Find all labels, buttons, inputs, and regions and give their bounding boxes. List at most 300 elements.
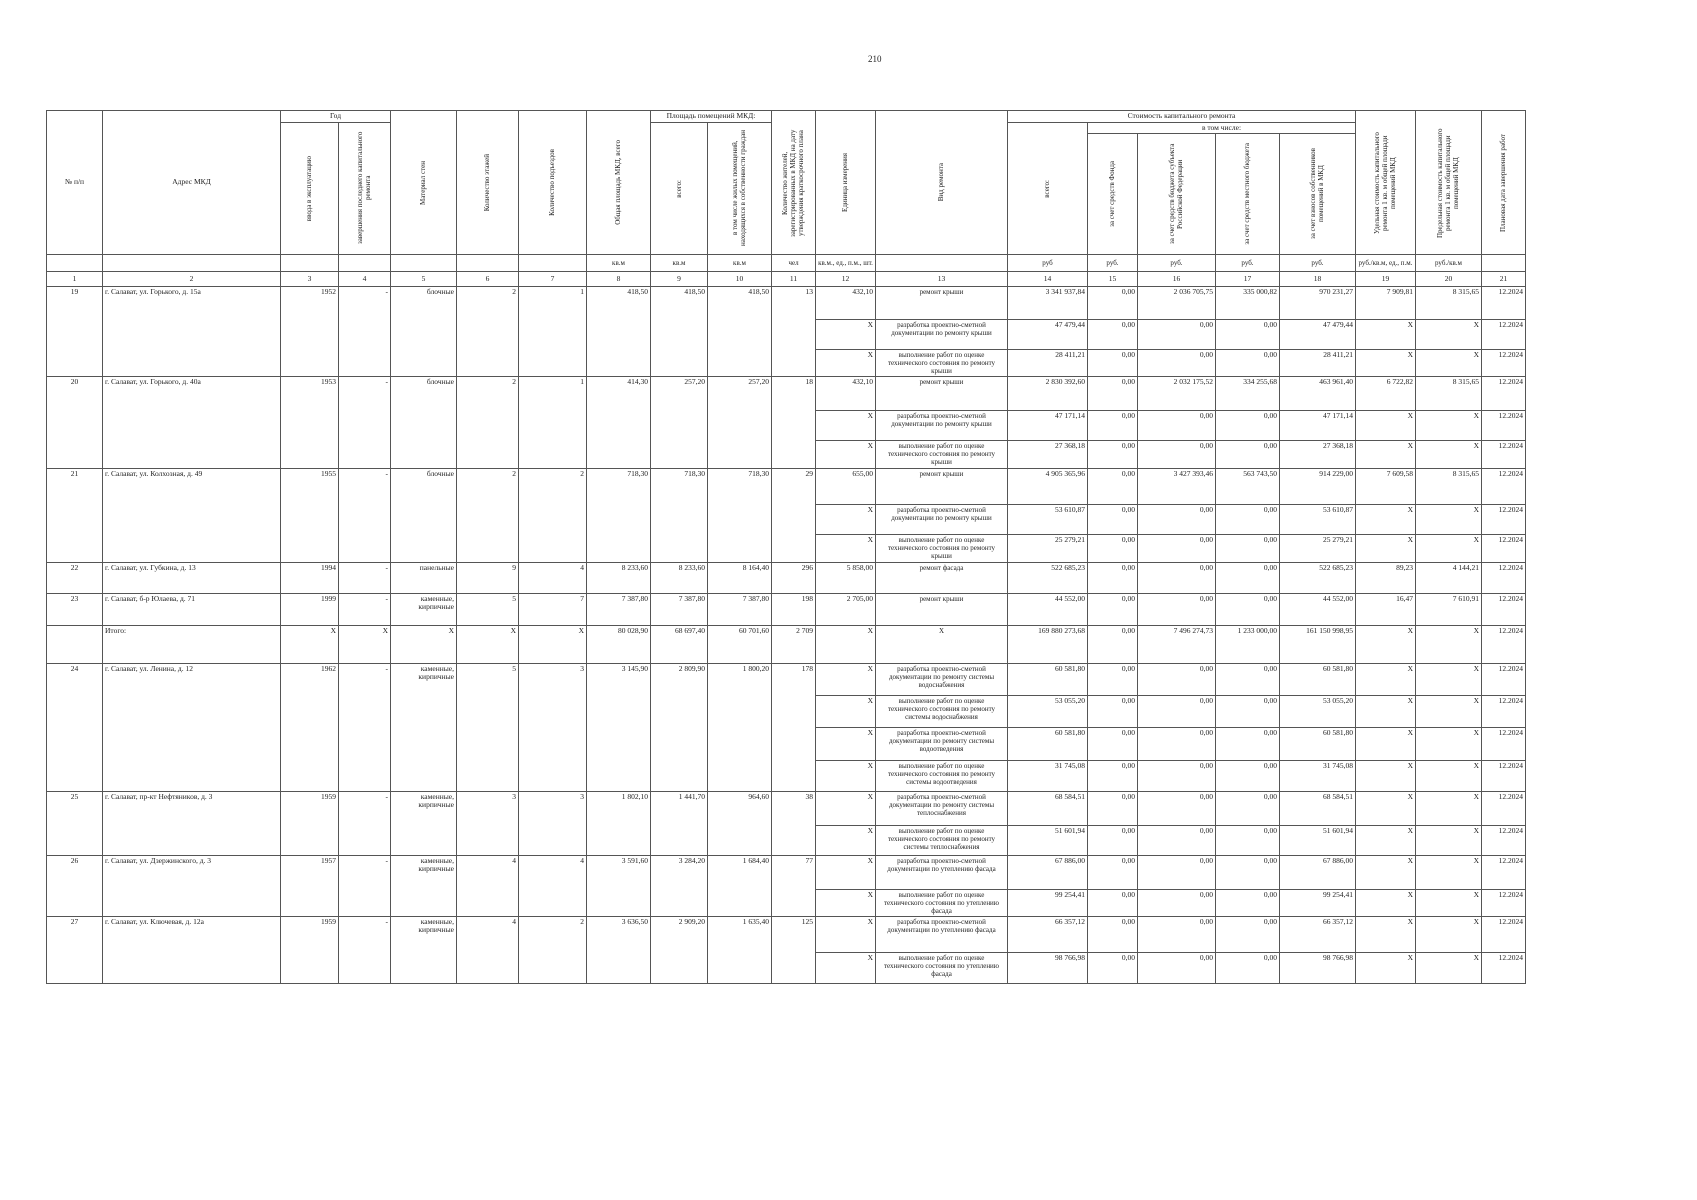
cost-total: 169 880 273,68: [1008, 625, 1088, 663]
cost-region: 0,00: [1138, 727, 1216, 760]
max-cost: X: [1416, 350, 1482, 377]
total-area: 418,50: [587, 287, 651, 377]
unit-volume: X: [816, 504, 876, 534]
unit-people: чел: [772, 255, 816, 272]
area-owned: 60 701,60: [708, 625, 772, 663]
wall-material: блочные: [391, 377, 457, 468]
column-number: 10: [708, 272, 772, 287]
house-address: г. Салават, ул. Ключевая, д. 12а: [103, 916, 281, 983]
wall-material: панельные: [391, 562, 457, 593]
repair-type: разработка проектно-сметной документации по ремонту системы водоснабжения: [876, 663, 1008, 695]
cost-owners: 67 886,00: [1280, 855, 1356, 889]
max-cost: 4 144,21: [1416, 562, 1482, 593]
col-area-owned: в том числе жилых помещений, находящихся в собственности граждан: [708, 122, 772, 255]
wall-material: X: [391, 625, 457, 663]
repair-type: ремонт крыши: [876, 287, 1008, 320]
col-planned-date: Плановая дата завершения работ: [1482, 111, 1526, 255]
cost-local: 0,00: [1216, 889, 1280, 916]
column-number: 6: [457, 272, 519, 287]
cost-region: 0,00: [1138, 593, 1216, 625]
unit-cost: 7 609,58: [1356, 468, 1416, 504]
residents-count: 13: [772, 287, 816, 377]
cost-fund: 0,00: [1088, 411, 1138, 441]
residents-count: 18: [772, 377, 816, 468]
cost-local: 0,00: [1216, 760, 1280, 791]
cost-region: 2 036 705,75: [1138, 287, 1216, 320]
house-address: Итого:: [103, 625, 281, 663]
cost-owners: 66 357,12: [1280, 916, 1356, 952]
column-number: 13: [876, 272, 1008, 287]
year-commission: 1962: [281, 663, 339, 791]
col-year-last-repair: завершения последнего капитального ремонта: [339, 122, 391, 255]
cost-region: 0,00: [1138, 504, 1216, 534]
planned-date: 12.2024: [1482, 760, 1526, 791]
cost-region: 0,00: [1138, 791, 1216, 825]
planned-date: 12.2024: [1482, 791, 1526, 825]
cost-region: 0,00: [1138, 952, 1216, 983]
max-cost: X: [1416, 791, 1482, 825]
cost-fund: 0,00: [1088, 441, 1138, 468]
cost-owners: 51 601,94: [1280, 825, 1356, 855]
year-commission: 1957: [281, 855, 339, 916]
column-number: 15: [1088, 272, 1138, 287]
max-cost: X: [1416, 663, 1482, 695]
cost-total: 60 581,80: [1008, 663, 1088, 695]
year-commission: X: [281, 625, 339, 663]
unit-cost: X: [1356, 663, 1416, 695]
cost-total: 4 905 365,96: [1008, 468, 1088, 504]
entrances-count: 7: [519, 593, 587, 625]
area-all: 2 909,20: [651, 916, 708, 983]
repair-type: выполнение работ по оценке технического состояния по ремонту системы теплоснабжения: [876, 825, 1008, 855]
cost-local: 0,00: [1216, 663, 1280, 695]
house-number: 22: [47, 562, 103, 593]
cost-local: 0,00: [1216, 562, 1280, 593]
unit-cost: X: [1356, 889, 1416, 916]
table-row: [47, 791, 1526, 825]
cost-region: 3 427 393,46: [1138, 468, 1216, 504]
max-cost: X: [1416, 625, 1482, 663]
unit-volume: X: [816, 625, 876, 663]
house-number: 25: [47, 791, 103, 855]
year-last-repair: -: [339, 855, 391, 916]
unit-sqm: кв.м: [708, 255, 772, 272]
cost-region: 0,00: [1138, 855, 1216, 889]
area-all: 1 441,70: [651, 791, 708, 855]
column-number: 7: [519, 272, 587, 287]
floors-count: X: [457, 625, 519, 663]
max-cost: X: [1416, 727, 1482, 760]
cost-owners: 463 961,40: [1280, 377, 1356, 411]
cost-total: 60 581,80: [1008, 727, 1088, 760]
year-commission: 1952: [281, 287, 339, 377]
area-owned: 718,30: [708, 468, 772, 562]
repair-type: выполнение работ по оценке технического состояния по ремонту системы водоснабжения: [876, 695, 1008, 727]
unit-cost: X: [1356, 504, 1416, 534]
cost-local: 0,00: [1216, 916, 1280, 952]
cost-owners: 53 055,20: [1280, 695, 1356, 727]
cost-fund: 0,00: [1088, 593, 1138, 625]
planned-date: 12.2024: [1482, 441, 1526, 468]
floors-count: 3: [457, 791, 519, 855]
area-owned: 7 387,80: [708, 593, 772, 625]
unit-rub: руб.: [1088, 255, 1138, 272]
cost-owners: 25 279,21: [1280, 534, 1356, 562]
repair-type: выполнение работ по оценке технического состояния по утеплению фасада: [876, 889, 1008, 916]
area-owned: 964,60: [708, 791, 772, 855]
planned-date: 12.2024: [1482, 889, 1526, 916]
area-all: 7 387,80: [651, 593, 708, 625]
planned-date: 12.2024: [1482, 320, 1526, 350]
house-number: [47, 625, 103, 663]
col-max-cost: Предельная стоимость капитального ремонта 1 кв. м общей площади помещений МКД: [1416, 111, 1482, 255]
planned-date: 12.2024: [1482, 952, 1526, 983]
column-number: 19: [1356, 272, 1416, 287]
max-cost: X: [1416, 695, 1482, 727]
unit-volume: 2 705,00: [816, 593, 876, 625]
col-year-group: Год: [281, 111, 391, 123]
cost-region: 7 496 274,73: [1138, 625, 1216, 663]
year-last-repair: -: [339, 593, 391, 625]
planned-date: 12.2024: [1482, 562, 1526, 593]
house-number: 27: [47, 916, 103, 983]
unit-cost: X: [1356, 916, 1416, 952]
unit-volume: X: [816, 534, 876, 562]
cost-local: 0,00: [1216, 411, 1280, 441]
page-number: 210: [868, 54, 882, 64]
cost-total: 25 279,21: [1008, 534, 1088, 562]
col-cost-region: за счет средств бюджета субъекта Российской Федерации: [1138, 134, 1216, 255]
wall-material: блочные: [391, 287, 457, 377]
column-number: 8: [587, 272, 651, 287]
unit-volume: X: [816, 320, 876, 350]
unit-rub: руб.: [1216, 255, 1280, 272]
unit-volume: X: [816, 663, 876, 695]
table-body: [47, 287, 1526, 983]
cost-region: 0,00: [1138, 534, 1216, 562]
house-number: 19: [47, 287, 103, 377]
planned-date: 12.2024: [1482, 411, 1526, 441]
table-row: [47, 593, 1526, 625]
max-cost: X: [1416, 411, 1482, 441]
house-number: 24: [47, 663, 103, 791]
area-all: 3 284,20: [651, 855, 708, 916]
entrances-count: 3: [519, 663, 587, 791]
table-row: [47, 377, 1526, 411]
unit-cost: 6 722,82: [1356, 377, 1416, 411]
cost-fund: 0,00: [1088, 562, 1138, 593]
unit-cost: 16,47: [1356, 593, 1416, 625]
cost-total: 68 584,51: [1008, 791, 1088, 825]
cost-region: 0,00: [1138, 663, 1216, 695]
col-cost-owners: за счет взносов собственников помещений в МКД: [1280, 134, 1356, 255]
unit-cost: X: [1356, 760, 1416, 791]
area-owned: 1 800,20: [708, 663, 772, 791]
col-num: № п/п: [47, 111, 103, 255]
entrances-count: 2: [519, 916, 587, 983]
floors-count: 2: [457, 287, 519, 377]
unit-cost: X: [1356, 727, 1416, 760]
cost-local: 0,00: [1216, 825, 1280, 855]
unit-sqm: кв.м: [587, 255, 651, 272]
unit-per-sqm: руб./кв.м: [1416, 255, 1482, 272]
unit-volume: X: [816, 916, 876, 952]
cost-fund: 0,00: [1088, 695, 1138, 727]
total-area: 3 636,50: [587, 916, 651, 983]
planned-date: 12.2024: [1482, 468, 1526, 504]
cost-local: 334 255,68: [1216, 377, 1280, 411]
unit-volume: X: [816, 855, 876, 889]
max-cost: X: [1416, 441, 1482, 468]
cost-total: 44 552,00: [1008, 593, 1088, 625]
year-last-repair: X: [339, 625, 391, 663]
cost-fund: 0,00: [1088, 791, 1138, 825]
year-last-repair: -: [339, 468, 391, 562]
column-number: 5: [391, 272, 457, 287]
area-all: 2 809,90: [651, 663, 708, 791]
residents-count: 29: [772, 468, 816, 562]
column-number: 1: [47, 272, 103, 287]
cost-fund: 0,00: [1088, 287, 1138, 320]
planned-date: 12.2024: [1482, 695, 1526, 727]
column-number: 3: [281, 272, 339, 287]
table-row: [47, 287, 1526, 320]
col-repair-type: Вид ремонта: [876, 111, 1008, 255]
max-cost: 8 315,65: [1416, 468, 1482, 504]
cost-total: 3 341 937,84: [1008, 287, 1088, 320]
column-number: 4: [339, 272, 391, 287]
repair-type: разработка проектно-сметной документации по ремонту крыши: [876, 411, 1008, 441]
floors-count: 4: [457, 855, 519, 916]
year-last-repair: -: [339, 663, 391, 791]
cost-fund: 0,00: [1088, 760, 1138, 791]
wall-material: каменные, кирпичные: [391, 791, 457, 855]
cost-fund: 0,00: [1088, 663, 1138, 695]
max-cost: 7 610,91: [1416, 593, 1482, 625]
cost-local: 0,00: [1216, 320, 1280, 350]
cost-total: 98 766,98: [1008, 952, 1088, 983]
cost-local: 563 743,50: [1216, 468, 1280, 504]
cost-fund: 0,00: [1088, 534, 1138, 562]
max-cost: X: [1416, 320, 1482, 350]
column-number: 11: [772, 272, 816, 287]
total-area: 3 591,60: [587, 855, 651, 916]
cost-total: 67 886,00: [1008, 855, 1088, 889]
column-number: 21: [1482, 272, 1526, 287]
unit-cost: X: [1356, 441, 1416, 468]
cost-total: 522 685,23: [1008, 562, 1088, 593]
unit-cost: X: [1356, 855, 1416, 889]
house-address: г. Салават, ул. Губкина, д. 13: [103, 562, 281, 593]
repair-type: выполнение работ по оценке технического состояния по ремонту крыши: [876, 534, 1008, 562]
max-cost: 8 315,65: [1416, 377, 1482, 411]
max-cost: X: [1416, 916, 1482, 952]
entrances-count: X: [519, 625, 587, 663]
entrances-count: 4: [519, 562, 587, 593]
col-residents: Количество жителей, зарегистрированных в МКД на дату утверждения краткосрочного плана: [772, 111, 816, 255]
col-cost-total: всего:: [1008, 122, 1088, 255]
cost-fund: 0,00: [1088, 855, 1138, 889]
cost-local: 0,00: [1216, 695, 1280, 727]
house-address: г. Салават, ул. Горького, д. 15а: [103, 287, 281, 377]
floors-count: 5: [457, 663, 519, 791]
repair-type: ремонт крыши: [876, 468, 1008, 504]
col-entrances: Количество подъездов: [519, 111, 587, 255]
cost-local: 0,00: [1216, 504, 1280, 534]
cost-owners: 99 254,41: [1280, 889, 1356, 916]
wall-material: каменные, кирпичные: [391, 663, 457, 791]
residents-count: 296: [772, 562, 816, 593]
cost-owners: 44 552,00: [1280, 593, 1356, 625]
max-cost: X: [1416, 504, 1482, 534]
cost-region: 0,00: [1138, 562, 1216, 593]
repair-type: разработка проектно-сметной документации по ремонту крыши: [876, 320, 1008, 350]
residents-count: 125: [772, 916, 816, 983]
cost-fund: 0,00: [1088, 625, 1138, 663]
cost-fund: 0,00: [1088, 916, 1138, 952]
unit-volume: X: [816, 441, 876, 468]
entrances-count: 3: [519, 791, 587, 855]
unit-cost: X: [1356, 534, 1416, 562]
unit-volume: 5 858,00: [816, 562, 876, 593]
residents-count: 38: [772, 791, 816, 855]
col-cost-group: Стоимость капитального ремонта: [1008, 111, 1356, 123]
unit-cost: X: [1356, 952, 1416, 983]
table-row: [47, 468, 1526, 504]
column-number: 9: [651, 272, 708, 287]
unit-volume: X: [816, 350, 876, 377]
unit-volume: X: [816, 695, 876, 727]
entrances-count: 1: [519, 287, 587, 377]
cost-fund: 0,00: [1088, 952, 1138, 983]
unit-cost: X: [1356, 411, 1416, 441]
cost-fund: 0,00: [1088, 320, 1138, 350]
table-row: [47, 855, 1526, 889]
max-cost: X: [1416, 825, 1482, 855]
cost-local: 0,00: [1216, 727, 1280, 760]
cost-fund: 0,00: [1088, 825, 1138, 855]
cost-region: 0,00: [1138, 695, 1216, 727]
unit-volume: X: [816, 791, 876, 825]
cost-owners: 31 745,08: [1280, 760, 1356, 791]
unit-cost: 89,23: [1356, 562, 1416, 593]
max-cost: X: [1416, 952, 1482, 983]
unit-volume: X: [816, 889, 876, 916]
cost-owners: 27 368,18: [1280, 441, 1356, 468]
planned-date: 12.2024: [1482, 916, 1526, 952]
column-number: 20: [1416, 272, 1482, 287]
year-commission: 1955: [281, 468, 339, 562]
unit-cost: X: [1356, 825, 1416, 855]
cost-owners: 60 581,80: [1280, 727, 1356, 760]
floors-count: 2: [457, 468, 519, 562]
entrances-count: 2: [519, 468, 587, 562]
house-address: г. Салават, ул. Колхозная, д. 49: [103, 468, 281, 562]
planned-date: 12.2024: [1482, 625, 1526, 663]
house-address: г. Салават, ул. Горького, д. 40а: [103, 377, 281, 468]
planned-date: 12.2024: [1482, 663, 1526, 695]
cost-local: 0,00: [1216, 791, 1280, 825]
table-row: [47, 562, 1526, 593]
table-row: [47, 916, 1526, 952]
year-last-repair: -: [339, 791, 391, 855]
repair-type: выполнение работ по оценке технического состояния по ремонту крыши: [876, 441, 1008, 468]
entrances-count: 1: [519, 377, 587, 468]
total-area: 7 387,80: [587, 593, 651, 625]
cost-fund: 0,00: [1088, 727, 1138, 760]
cost-owners: 53 610,87: [1280, 504, 1356, 534]
house-address: г. Салават, ул. Ленина, д. 12: [103, 663, 281, 791]
total-area: 1 802,10: [587, 791, 651, 855]
planned-date: 12.2024: [1482, 287, 1526, 320]
area-all: 257,20: [651, 377, 708, 468]
repair-type: выполнение работ по оценке технического состояния по ремонту крыши: [876, 350, 1008, 377]
cost-owners: 98 766,98: [1280, 952, 1356, 983]
col-total-area: Общая площадь МКД, всего: [587, 111, 651, 255]
area-all: 718,30: [651, 468, 708, 562]
unit-volume: X: [816, 411, 876, 441]
house-number: 23: [47, 593, 103, 625]
house-number: 26: [47, 855, 103, 916]
col-in-that-number: в том числе:: [1088, 122, 1356, 134]
cost-total: 47 171,14: [1008, 411, 1088, 441]
cost-total: 51 601,94: [1008, 825, 1088, 855]
repair-type: разработка проектно-сметной документации по ремонту крыши: [876, 504, 1008, 534]
floors-count: 9: [457, 562, 519, 593]
cost-local: 0,00: [1216, 952, 1280, 983]
repair-type: разработка проектно-сметной документации по ремонту системы теплоснабжения: [876, 791, 1008, 825]
area-owned: 257,20: [708, 377, 772, 468]
cost-owners: 60 581,80: [1280, 663, 1356, 695]
max-cost: X: [1416, 855, 1482, 889]
table-row: [47, 625, 1526, 663]
cost-fund: 0,00: [1088, 504, 1138, 534]
cost-owners: 47 479,44: [1280, 320, 1356, 350]
planned-date: 12.2024: [1482, 504, 1526, 534]
max-cost: 8 315,65: [1416, 287, 1482, 320]
total-area: 718,30: [587, 468, 651, 562]
cost-region: 0,00: [1138, 916, 1216, 952]
total-area: 80 028,90: [587, 625, 651, 663]
cost-region: 0,00: [1138, 411, 1216, 441]
cost-owners: 970 231,27: [1280, 287, 1356, 320]
max-cost: X: [1416, 889, 1482, 916]
planned-date: 12.2024: [1482, 350, 1526, 377]
area-owned: 1 684,40: [708, 855, 772, 916]
column-number: 2: [103, 272, 281, 287]
total-area: 414,30: [587, 377, 651, 468]
col-unit-cost: Удельная стоимость капитального ремонта 1 кв. м общей площади помещений МКД: [1356, 111, 1416, 255]
repair-type: ремонт крыши: [876, 593, 1008, 625]
cost-local: 0,00: [1216, 593, 1280, 625]
repair-plan-table: [46, 110, 1526, 984]
total-area: 8 233,60: [587, 562, 651, 593]
repair-type: ремонт фасада: [876, 562, 1008, 593]
year-commission: 1959: [281, 791, 339, 855]
cost-total: 47 479,44: [1008, 320, 1088, 350]
area-all: 8 233,60: [651, 562, 708, 593]
cost-local: 1 233 000,00: [1216, 625, 1280, 663]
max-cost: X: [1416, 534, 1482, 562]
column-number: 12: [816, 272, 876, 287]
unit-volume: X: [816, 727, 876, 760]
column-number: 17: [1216, 272, 1280, 287]
year-last-repair: -: [339, 916, 391, 983]
unit-cost: X: [1356, 695, 1416, 727]
total-area: 3 145,90: [587, 663, 651, 791]
col-address: Адрес МКД: [103, 111, 281, 255]
planned-date: 12.2024: [1482, 593, 1526, 625]
